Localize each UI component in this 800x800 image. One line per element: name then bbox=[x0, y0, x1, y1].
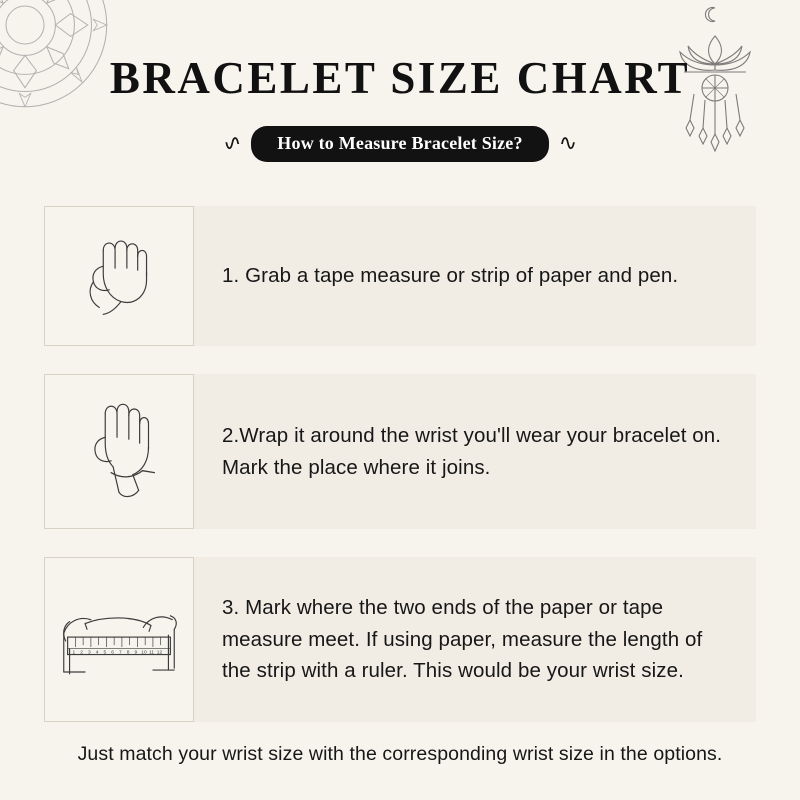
svg-text:8: 8 bbox=[126, 650, 130, 656]
hands-measuring-ruler-icon bbox=[44, 557, 194, 722]
svg-text:5: 5 bbox=[103, 650, 107, 656]
footer-note: Just match your wrist size with the corresponding wrist size in the options. bbox=[77, 743, 723, 765]
subtitle-row bbox=[0, 126, 800, 162]
svg-text:10: 10 bbox=[141, 650, 147, 656]
hand-fist-with-tape-icon bbox=[44, 206, 194, 346]
step-text: 1. Grab a tape measure or strip of paper and pen. bbox=[222, 264, 679, 288]
svg-text:4: 4 bbox=[95, 650, 99, 656]
steps-list bbox=[0, 206, 800, 750]
svg-text:12: 12 bbox=[156, 650, 163, 656]
svg-text:6: 6 bbox=[111, 650, 114, 656]
flourish-right-icon: ∿ bbox=[558, 130, 578, 155]
step-text: 2.Wrap it around the wrist you'll wear your bracelet on. Mark the place where it joins. bbox=[222, 423, 722, 479]
hand-wrist-wrapped-tape-icon bbox=[44, 374, 194, 529]
svg-text:3: 3 bbox=[87, 650, 91, 656]
step-text: 3. Mark where the two ends of the paper or tape measure meet. If using paper, measure the length of the strip with a ruler. This would be your wrist size. bbox=[222, 595, 703, 683]
svg-text:2: 2 bbox=[80, 650, 83, 656]
page-title: BRACELET SIZE CHART bbox=[109, 53, 691, 103]
flourish-left-icon: ∿ bbox=[222, 130, 242, 155]
svg-text:11: 11 bbox=[149, 650, 155, 656]
svg-text:9: 9 bbox=[134, 650, 138, 656]
list-item bbox=[44, 206, 756, 346]
subtitle-pill: How to Measure Bracelet Size? bbox=[251, 126, 548, 162]
list-item bbox=[44, 374, 756, 529]
svg-text:1: 1 bbox=[72, 650, 76, 656]
svg-text:7: 7 bbox=[119, 650, 122, 656]
list-item bbox=[44, 557, 756, 722]
